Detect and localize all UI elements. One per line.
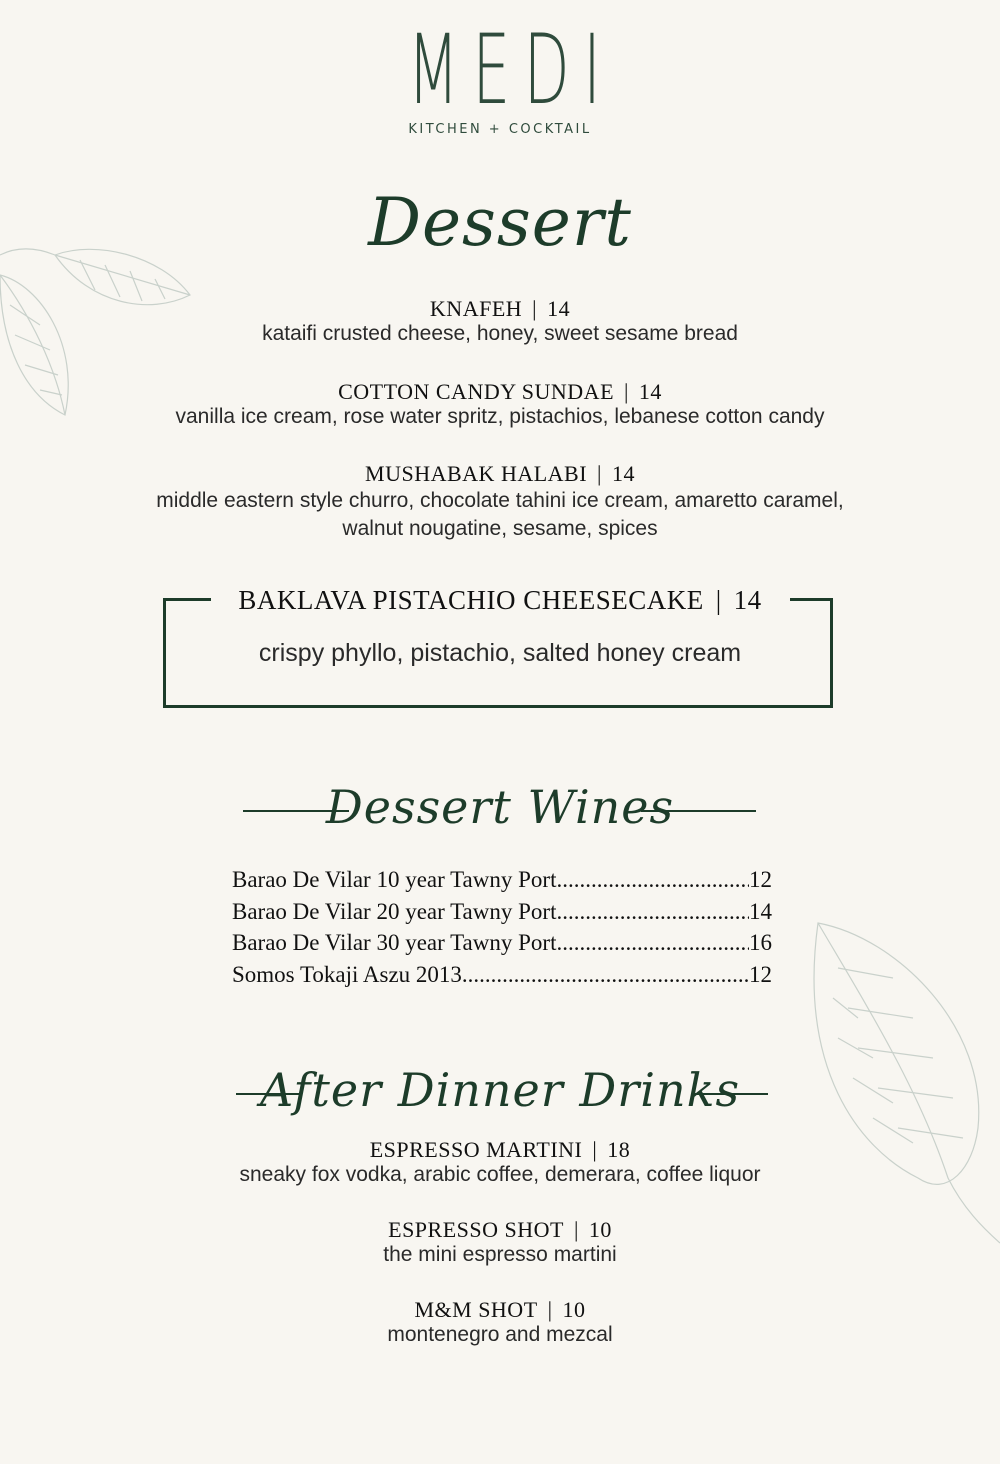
featured-item	[0, 583, 1000, 668]
brand-name: MEDI	[407, 14, 615, 126]
menu-item	[0, 296, 1000, 346]
wine-list	[232, 864, 772, 990]
brand-logo	[0, 14, 1000, 137]
wine-row	[232, 927, 772, 959]
wine-name: Barao De Vilar 10 year Tawny Port	[232, 867, 557, 892]
menu-item	[0, 1297, 1000, 1347]
item-title: KNAFEH | 14	[429, 296, 571, 321]
after-dinner-heading: After Dinner Drinks	[259, 1063, 741, 1117]
wine-row	[232, 864, 772, 896]
wine-price: 12	[749, 961, 772, 987]
wine-name: Barao De Vilar 20 year Tawny Port	[232, 898, 557, 924]
item-description	[0, 487, 1000, 543]
menu-item	[0, 461, 1000, 543]
item-title: MUSHABAK HALABI | 14	[365, 461, 635, 486]
wine-name: Somos Tokaji Aszu 2013	[232, 961, 462, 987]
item-description-line: walnut nougatine, sesame, spices	[342, 517, 658, 540]
dessert-heading: Dessert	[368, 184, 632, 261]
wine-row	[232, 896, 772, 928]
item-description: montenegro and mezcal	[387, 1323, 613, 1346]
item-title: ESPRESSO MARTINI | 18	[369, 1137, 631, 1162]
item-description: kataifi crusted cheese, honey, sweet sesame bread	[262, 322, 738, 345]
dot-leader	[556, 927, 749, 959]
menu-item	[0, 1137, 1000, 1187]
wine-row	[232, 959, 772, 991]
item-description-line: middle eastern style churro, chocolate tahini ice cream, amaretto caramel,	[156, 489, 844, 512]
wine-price: 12	[749, 867, 772, 892]
item-title: COTTON CANDY SUNDAE | 14	[338, 379, 662, 404]
item-title: M&M SHOT | 10	[414, 1297, 586, 1322]
item-description: the mini espresso martini	[383, 1243, 617, 1266]
dessert-wines-heading: Dessert Wines	[325, 780, 675, 834]
dot-leader	[556, 864, 749, 896]
wine-price: 14	[749, 898, 772, 924]
item-title: ESPRESSO SHOT | 10	[388, 1217, 612, 1242]
item-description: vanilla ice cream, rose water spritz, pistachios, lebanese cotton candy	[175, 405, 825, 428]
dot-leader	[462, 959, 749, 991]
brand-tagline: KITCHEN + COCKTAIL	[408, 122, 592, 137]
item-description: sneaky fox vodka, arabic coffee, demerara, coffee liquor	[239, 1163, 761, 1186]
dot-leader	[556, 896, 749, 928]
wine-price: 16	[749, 930, 772, 955]
menu-item	[0, 1217, 1000, 1267]
featured-item-description: crispy phyllo, pistachio, salted honey cream	[258, 639, 742, 667]
menu-item	[0, 379, 1000, 429]
wine-name: Barao De Vilar 30 year Tawny Port	[232, 930, 557, 955]
featured-item-title: BAKLAVA PISTACHIO CHEESECAKE | 14	[238, 585, 762, 615]
